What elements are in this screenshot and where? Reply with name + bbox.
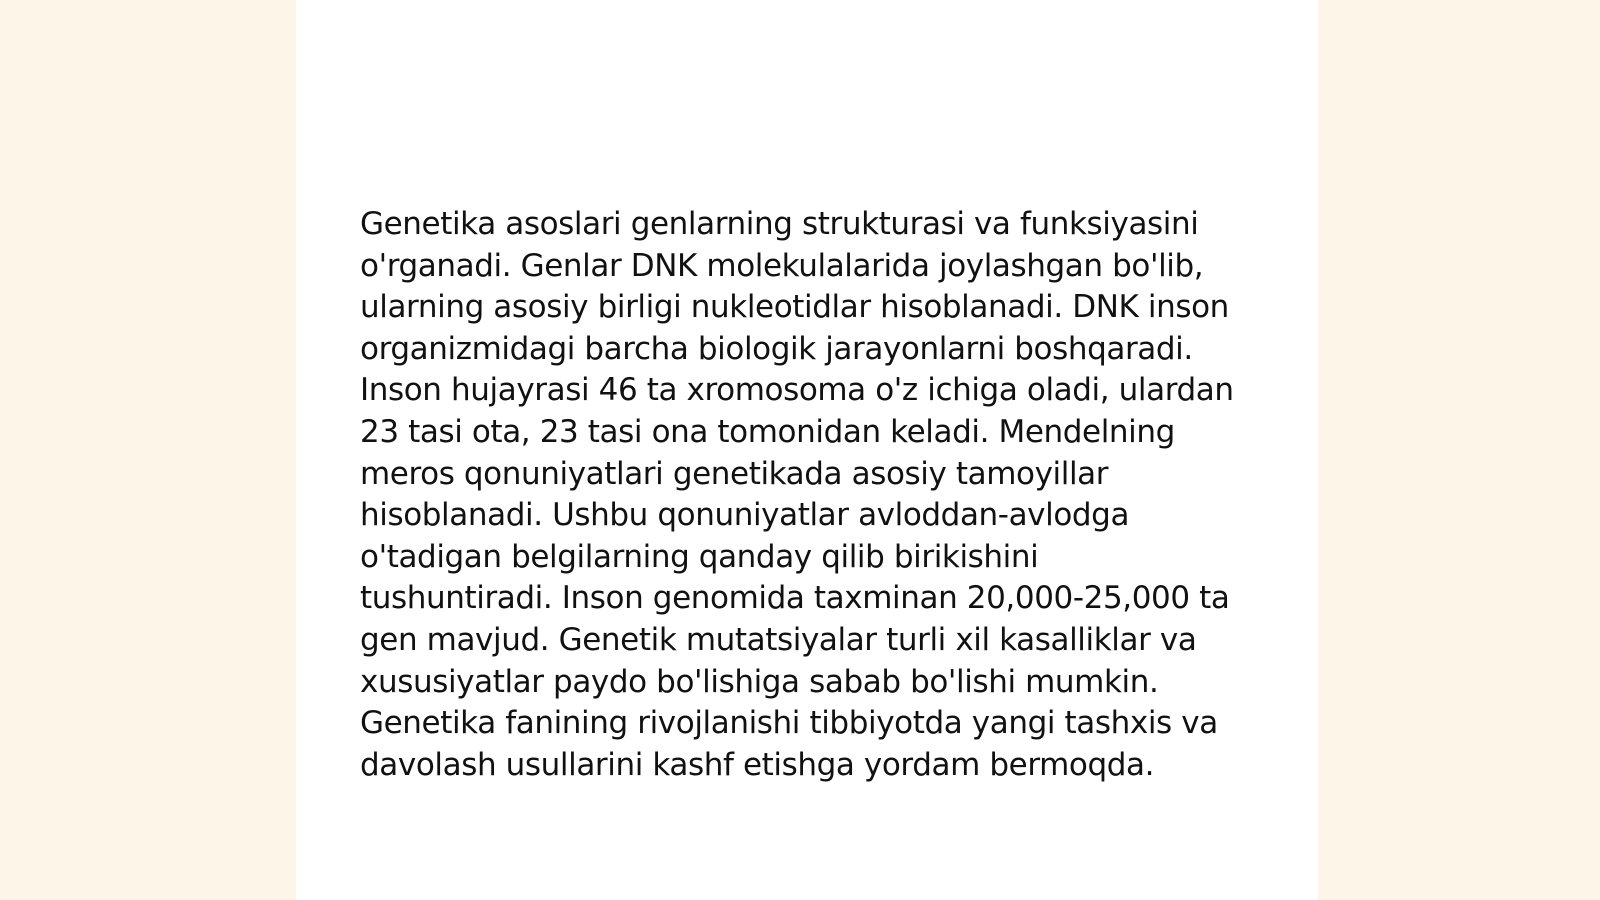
body-paragraph: Genetika asoslari genlarning strukturasi va funksiyasini o'rganadi. Genlar DNK molekulalarida joylashgan bo'lib, ularning asosiy birligi nukleotidlar hisoblanadi. DNK inson organizmidagi barcha biologik jarayonlarni boshqaradi. Inson hujayrasi 46 ta xromosoma o'z ichiga oladi, ulardan 23 tasi ota, 23 tasi ona tomonidan keladi. Mendelning meros qonuniyatlari genetikada asosiy tamoyillar hisoblanadi. Ushbu qonuniyatlar avloddan-avlodga o'tadigan belgilarning qanday qilib birikishini tushuntiradi. Inson genomida taxminan 20,000-25,000 ta gen mavjud. Genetik mutatsiyalar turli xil kasalliklar va xususiyatlar paydo bo'lishiga sabab bo'lishi mumkin. Genetika fanining rivojlanishi tibbiyotda yangi tashxis va davolash usullarini kashf etishga yordam bermoqda. [360, 206, 1234, 783]
document-page [296, 0, 1318, 900]
